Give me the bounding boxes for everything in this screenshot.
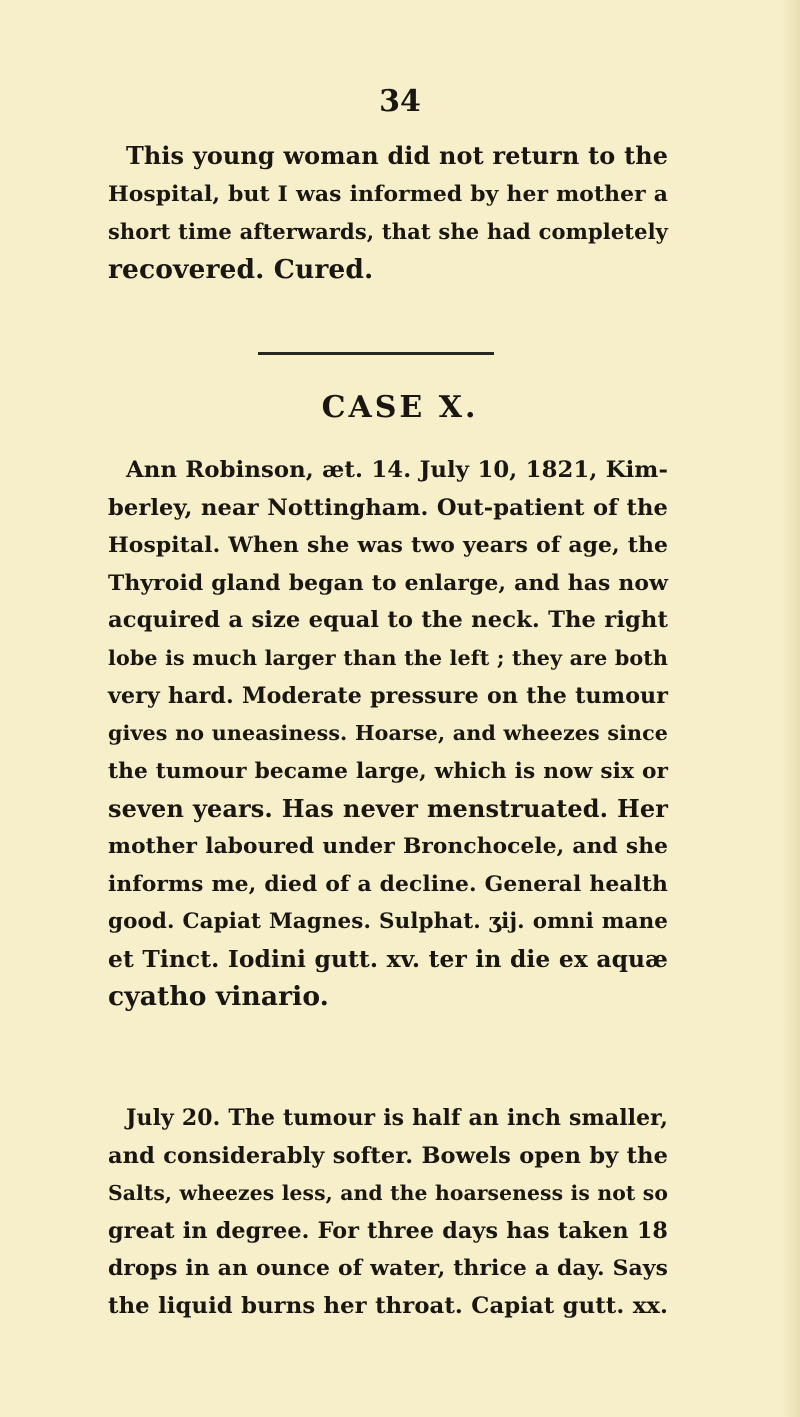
- text-line: and considerably softer. Bowels open by the: [108, 1142, 668, 1169]
- case-heading: CASE X.: [321, 390, 479, 425]
- text-line: This young woman did not return to the: [126, 142, 668, 170]
- text-line: July 20. The tumour is half an inch smaller,: [126, 1105, 668, 1131]
- text-line: great in degree. For three days has taken 18: [108, 1217, 668, 1244]
- text-line: Hospital, but I was informed by her mother a: [108, 180, 668, 207]
- text-line: very hard. Moderate pressure on the tumour: [108, 682, 668, 709]
- text-line: the tumour became large, which is now six or: [108, 758, 668, 784]
- text-line: Hospital. When she was two years of age, the: [108, 532, 668, 559]
- paragraph-3: [108, 1100, 668, 1326]
- text-line: berley, near Nottingham. Out-patient of the: [108, 494, 668, 521]
- text-line: drops in an ounce of water, thrice a day. Says: [108, 1255, 668, 1282]
- paragraph-2: [108, 452, 668, 1016]
- text-line: cyatho vinario.: [108, 981, 329, 1013]
- text-line: acquired a size equal to the neck. The right: [108, 607, 668, 634]
- page-number: 34: [379, 84, 421, 119]
- text-line: Ann Robinson, æt. 14. July 10, 1821, Kim-: [126, 457, 668, 483]
- text-line: gives no uneasiness. Hoarse, and wheezes since: [108, 721, 668, 746]
- paragraph-1: [108, 138, 668, 288]
- page-edge-shadow: [782, 0, 800, 1417]
- text-line: recovered. Cured.: [108, 253, 374, 285]
- text-line: et Tinct. Iodini gutt. xv. ter in die ex aquæ: [108, 944, 668, 973]
- text-line: the liquid burns her throat. Capiat gutt. xx.: [108, 1292, 668, 1319]
- text-line: short time afterwards, that she had completely: [108, 219, 668, 245]
- text-line: mother laboured under Bronchocele, and she: [108, 833, 668, 859]
- text-line: lobe is much larger than the left ; they are both: [108, 645, 668, 670]
- text-line: Salts, wheezes less, and the hoarseness is not so: [108, 1181, 668, 1206]
- text-line: informs me, died of a decline. General health: [108, 871, 668, 897]
- text-line: good. Capiat Magnes. Sulphat. ʒij. omni mane: [108, 909, 668, 935]
- section-divider: [258, 352, 494, 355]
- text-line: Thyroid gland began to enlarge, and has now: [108, 569, 668, 596]
- text-line: seven years. Has never menstruated. Her: [108, 794, 668, 824]
